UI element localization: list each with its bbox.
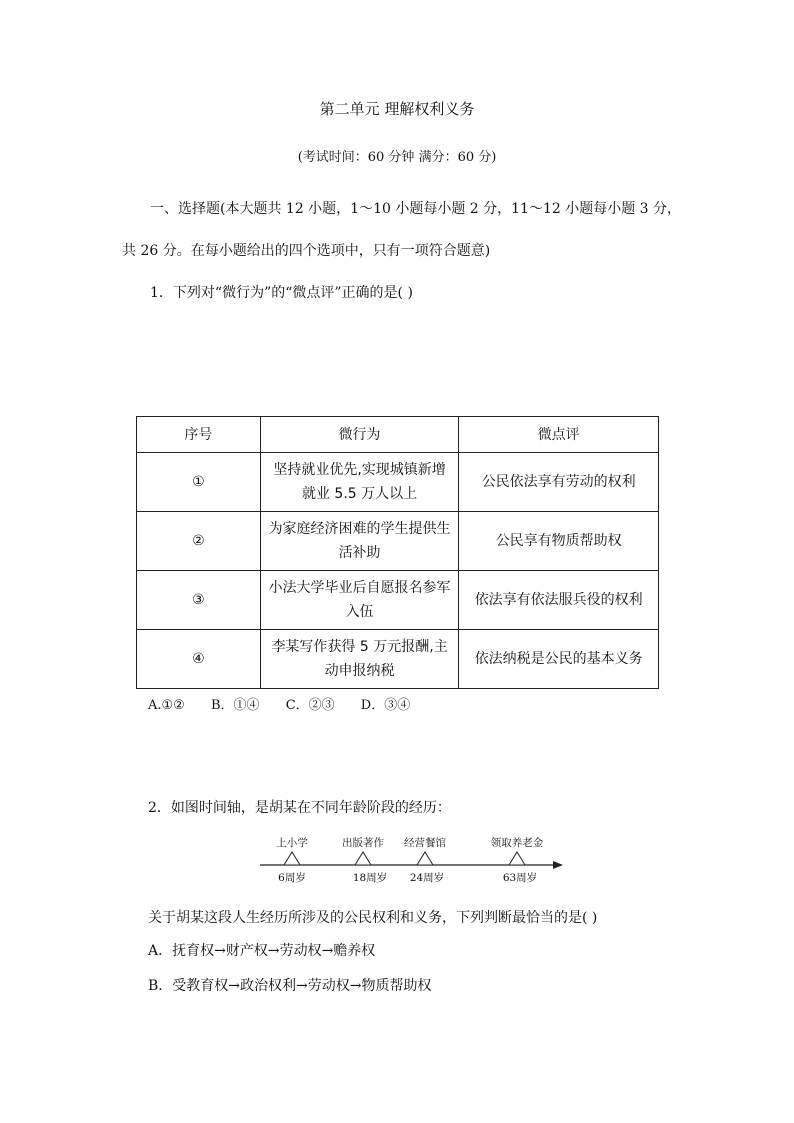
question-1-stem: 1．下列对“微行为”的“微点评”正确的是( )	[150, 285, 413, 301]
question-2-question: 关于胡某这段人生经历所涉及的公民权利和义务，下列判断最恰当的是( )	[148, 910, 598, 926]
section-instructions-line2: 共 26 分。在每小题给出的四个选项中，只有一项符合题意)	[122, 243, 491, 259]
timeline-event-label: 领取养老金	[490, 837, 544, 849]
table-row	[137, 630, 659, 689]
question-2-stem: 2．如图时间轴，是胡某在不同年龄阶段的经历：	[148, 800, 451, 816]
exam-info: (考试时间：60 分钟 满分：60 分)	[297, 150, 497, 165]
table-row	[137, 571, 659, 630]
timeline-event-label: 上小学	[276, 837, 308, 849]
timeline-marker	[509, 852, 525, 865]
table-header-cell: 微点评	[459, 417, 659, 453]
option-d[interactable]: D．③④	[360, 698, 411, 713]
section-instructions-line1: 一、选择题(本大题共 12 小题，1～10 小题每小题 2 分，11～12 小题每小题 3 分，	[150, 201, 682, 217]
table-row	[137, 512, 659, 571]
option-b[interactable]: B．①④	[210, 698, 260, 713]
table-cell-comment: 公民依法享有劳动的权利	[459, 453, 659, 512]
option-c[interactable]: C．②③	[285, 698, 335, 713]
table-header-row	[137, 417, 659, 453]
question-1-options	[148, 694, 432, 713]
table-cell-behavior: 李某写作获得 5 万元报酬,主动申报纳税	[260, 630, 459, 689]
table-cell-number: ④	[137, 630, 261, 689]
option-a[interactable]: A．抚育权→财产权→劳动权→赡养权	[148, 943, 376, 959]
table-cell-behavior: 坚持就业优先,实现城镇新增就业 5.5 万人以上	[260, 453, 459, 512]
table-cell-comment: 依法享有依法服兵役的权利	[459, 571, 659, 630]
timeline-arrow-icon	[553, 861, 563, 869]
timeline-marker	[417, 852, 433, 865]
page-title: 第二单元 理解权利义务	[319, 100, 475, 118]
table-cell-behavior: 小法大学毕业后自愿报名参军入伍	[260, 571, 459, 630]
table-header-cell: 微行为	[260, 417, 459, 453]
table-cell-number: ①	[137, 453, 261, 512]
table-cell-number: ②	[137, 512, 261, 571]
timeline-diagram	[255, 832, 565, 887]
table-cell-comment: 依法纳税是公民的基本义务	[459, 630, 659, 689]
question-1-table	[136, 416, 659, 689]
timeline-age-label: 24周岁	[409, 872, 445, 884]
timeline-marker	[284, 852, 300, 865]
table-cell-behavior: 为家庭经济困难的学生提供生活补助	[260, 512, 459, 571]
timeline-event-label: 经营餐馆	[404, 837, 446, 849]
option-b[interactable]: B．受教育权→政治权利→劳动权→物质帮助权	[148, 978, 432, 994]
option-a[interactable]: A.①②	[148, 698, 185, 713]
table-cell-comment: 公民享有物质帮助权	[459, 512, 659, 571]
timeline-age-label: 18周岁	[352, 872, 388, 884]
table-cell-number: ③	[137, 571, 261, 630]
table-row	[137, 453, 659, 512]
timeline-marker	[355, 852, 371, 865]
timeline-age-label: 6周岁	[278, 872, 306, 884]
timeline-age-label: 63周岁	[502, 872, 538, 884]
timeline-event-label: 出版著作	[342, 837, 384, 849]
table-header-cell: 序号	[137, 417, 261, 453]
